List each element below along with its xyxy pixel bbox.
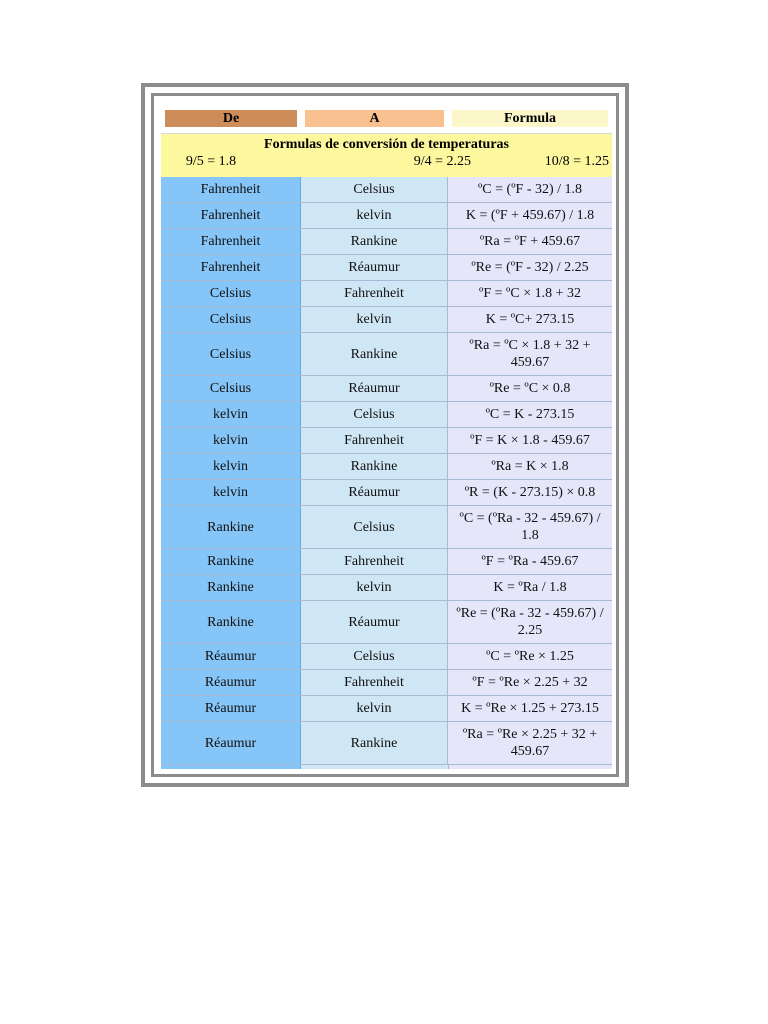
header-de: De (165, 110, 297, 127)
table-row (161, 670, 612, 696)
row-formula-cell: ºC = (ºF - 32) / 1.8 (448, 177, 612, 202)
table-row (161, 177, 612, 203)
table-row (161, 281, 612, 307)
row-formula-cell: ºRa = K × 1.8 (448, 454, 612, 479)
row-to-cell: kelvin (301, 696, 448, 721)
header-formula-cell (448, 104, 612, 133)
row-to-cell: Réaumur (301, 376, 448, 401)
ratio-line (161, 153, 612, 171)
row-to-cell: Rankine (301, 454, 448, 479)
row-to-cell: Réaumur (301, 480, 448, 505)
row-to-cell: Fahrenheit (301, 670, 448, 695)
row-formula-cell: ºRe = ºC × 0.8 (448, 376, 612, 401)
table-row (161, 696, 612, 722)
row-from-cell: kelvin (161, 402, 301, 427)
header-de-cell (161, 104, 301, 133)
table-row (161, 402, 612, 428)
row-to-cell: Fahrenheit (301, 281, 448, 306)
outer-frame (141, 83, 629, 787)
row-formula-cell: ºRa = ºC × 1.8 + 32 + 459.67 (448, 333, 612, 375)
row-to-cell: Fahrenheit (301, 549, 448, 574)
table-row (161, 428, 612, 454)
row-to-cell: Réaumur (301, 255, 448, 280)
row-from-cell: Celsius (161, 333, 301, 375)
bottom-strip-de (161, 765, 301, 769)
row-to-cell: Fahrenheit (301, 428, 448, 453)
inner-frame (151, 93, 619, 777)
bottom-strip-a (301, 765, 448, 769)
row-from-cell: Fahrenheit (161, 203, 301, 228)
row-formula-cell: K = (ºF + 459.67) / 1.8 (448, 203, 612, 228)
row-from-cell: Celsius (161, 307, 301, 332)
table-row (161, 307, 612, 333)
table-header-row (161, 104, 612, 134)
row-from-cell: Rankine (161, 549, 301, 574)
row-formula-cell: ºRe = (ºF - 32) / 2.25 (448, 255, 612, 280)
row-to-cell: Celsius (301, 402, 448, 427)
row-formula-cell: ºF = ºC × 1.8 + 32 (448, 281, 612, 306)
table-row (161, 644, 612, 670)
row-formula-cell: ºRa = ºRe × 2.25 + 32 + 459.67 (448, 722, 612, 764)
row-formula-cell: ºRe = (ºRa - 32 - 459.67) / 2.25 (448, 601, 612, 643)
row-from-cell: kelvin (161, 428, 301, 453)
ratio-reaumur-celsius: 10/8 = 1.25 (544, 154, 609, 169)
row-to-cell: Celsius (301, 177, 448, 202)
row-from-cell: Réaumur (161, 722, 301, 764)
row-from-cell: kelvin (161, 454, 301, 479)
table-title: Formulas de conversión de temperaturas (264, 137, 509, 152)
row-to-cell: Rankine (301, 722, 448, 764)
row-formula-cell: K = ºC+ 273.15 (448, 307, 612, 332)
row-to-cell: kelvin (301, 203, 448, 228)
row-to-cell: Rankine (301, 229, 448, 254)
table-row (161, 203, 612, 229)
row-from-cell: Réaumur (161, 670, 301, 695)
table-row (161, 229, 612, 255)
row-from-cell: Rankine (161, 506, 301, 548)
row-formula-cell: ºC = (ºRa - 32 - 459.67) / 1.8 (448, 506, 612, 548)
row-formula-cell: ºF = ºRe × 2.25 + 32 (448, 670, 612, 695)
row-formula-cell: K = ºRe × 1.25 + 273.15 (448, 696, 612, 721)
row-to-cell: Celsius (301, 644, 448, 669)
table-row (161, 506, 612, 549)
table-bottom-strip (161, 765, 612, 769)
table-row (161, 575, 612, 601)
row-formula-cell: K = ºRa / 1.8 (448, 575, 612, 600)
row-to-cell: Celsius (301, 506, 448, 548)
ratio-fahrenheit: 9/5 = 1.8 (185, 154, 237, 169)
row-to-cell: kelvin (301, 575, 448, 600)
row-from-cell: Fahrenheit (161, 229, 301, 254)
table-row (161, 255, 612, 281)
row-from-cell: Celsius (161, 376, 301, 401)
row-from-cell: kelvin (161, 480, 301, 505)
row-to-cell: Rankine (301, 333, 448, 375)
row-from-cell: Fahrenheit (161, 177, 301, 202)
table-row (161, 601, 612, 644)
row-to-cell: kelvin (301, 307, 448, 332)
header-a-cell (301, 104, 448, 133)
row-formula-cell: ºC = ºRe × 1.25 (448, 644, 612, 669)
header-formula: Formula (452, 110, 608, 127)
table-body (161, 177, 612, 765)
row-from-cell: Réaumur (161, 644, 301, 669)
header-a: A (305, 110, 444, 127)
row-formula-cell: ºR = (K - 273.15) × 0.8 (448, 480, 612, 505)
row-to-cell: Réaumur (301, 601, 448, 643)
row-formula-cell: ºF = ºRa - 459.67 (448, 549, 612, 574)
row-formula-cell: ºRa = ºF + 459.67 (448, 229, 612, 254)
table-row (161, 722, 612, 765)
row-formula-cell: ºC = K - 273.15 (448, 402, 612, 427)
table-row (161, 480, 612, 506)
table-row (161, 376, 612, 402)
row-from-cell: Rankine (161, 575, 301, 600)
row-from-cell: Celsius (161, 281, 301, 306)
row-from-cell: Fahrenheit (161, 255, 301, 280)
row-formula-cell: ºF = K × 1.8 - 459.67 (448, 428, 612, 453)
row-from-cell: Rankine (161, 601, 301, 643)
title-block (161, 134, 612, 177)
conversion-table (161, 104, 612, 769)
ratio-reaumur-fahrenheit: 9/4 = 2.25 (413, 154, 471, 169)
table-row (161, 333, 612, 376)
table-row (161, 454, 612, 480)
table-row (161, 549, 612, 575)
bottom-strip-formula (449, 765, 612, 769)
row-from-cell: Réaumur (161, 696, 301, 721)
